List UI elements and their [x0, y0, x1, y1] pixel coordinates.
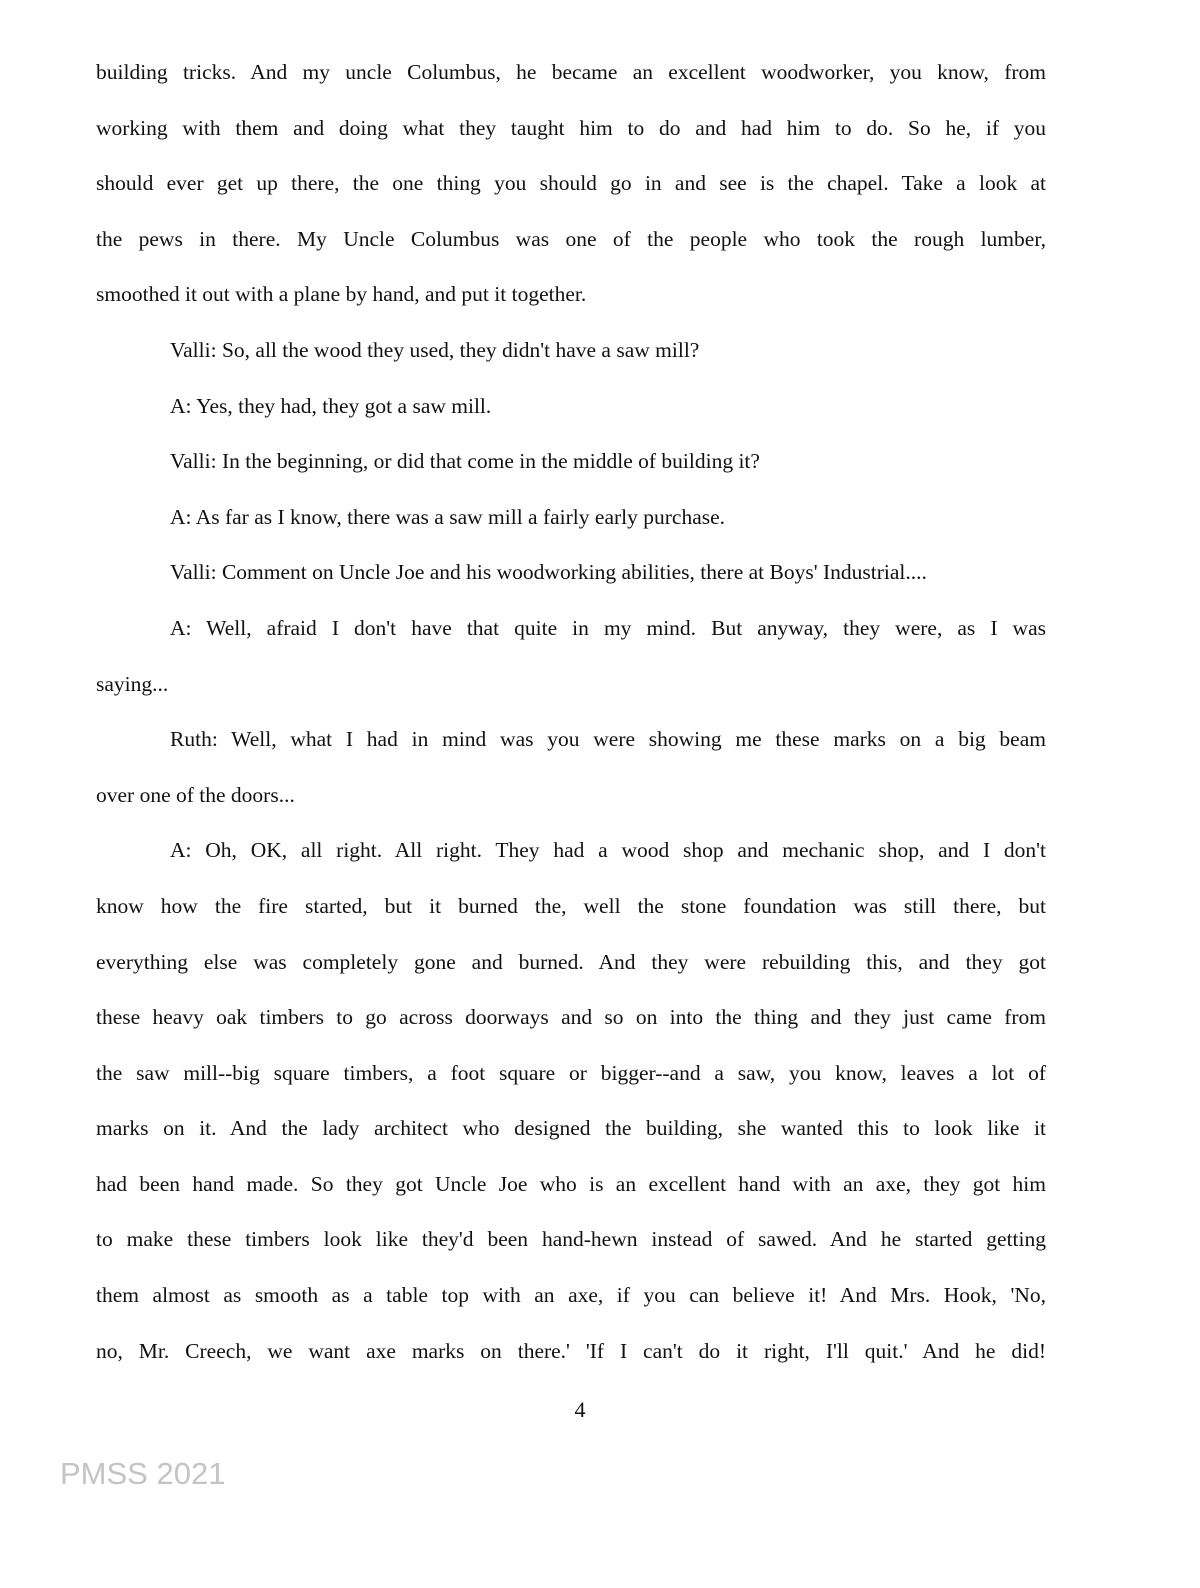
text-line: the saw mill--big square timbers, a foot square or bigger--and a saw, you know, leaves a lot of — [96, 1060, 1046, 1085]
text-line: Valli: So, all the wood they used, they didn't have a saw mill? — [170, 337, 700, 362]
text-line: no, Mr. Creech, we want axe marks on there.' 'If I can't do it right, I'll quit.' And he did! — [96, 1338, 1046, 1363]
text-line: A: Oh, OK, all right. All right. They had a wood shop and mechanic shop, and I don't — [170, 838, 1046, 863]
text-line: had been hand made. So they got Uncle Joe who is an excellent hand with an axe, they got him — [96, 1171, 1046, 1196]
text-line: to make these timbers look like they'd been hand-hewn instead of sawed. And he started getting — [96, 1227, 1046, 1252]
text-line: building tricks. And my uncle Columbus, he became an excellent woodworker, you know, from — [96, 60, 1046, 84]
text-line: marks on it. And the lady architect who designed the building, she wanted this to look like it — [96, 1116, 1046, 1141]
page-number: 4 — [574, 1397, 586, 1422]
text-line: smoothed it out with a plane by hand, and put it together. — [96, 282, 587, 307]
text-line: Valli: In the beginning, or did that come in the middle of building it? — [170, 449, 760, 474]
text-line: saying... — [96, 671, 169, 696]
text-line: everything else was completely gone and burned. And they were rebuilding this, and they got — [96, 949, 1046, 974]
text-line: know how the fire started, but it burned the, well the stone foundation was still there, but — [96, 893, 1046, 918]
text-line: A: Yes, they had, they got a saw mill. — [170, 393, 492, 418]
watermark: PMSS 2021 — [60, 1456, 226, 1491]
text-line: the pews in there. My Uncle Columbus was one of the people who took the rough lumber, — [96, 226, 1046, 251]
text-line: over one of the doors... — [96, 782, 295, 807]
transcript-body — [96, 56, 1046, 1390]
text-line: working with them and doing what they taught him to do and had him to do. So he, if you — [96, 115, 1046, 140]
text-line: A: Well, afraid I don't have that quite in my mind. But anyway, they were, as I was — [170, 615, 1046, 640]
text-line: should ever get up there, the one thing you should go in and see is the chapel. Take a look at — [96, 171, 1046, 196]
text-line: A: As far as I know, there was a saw mill a fairly early purchase. — [170, 504, 726, 529]
text-line: these heavy oak timbers to go across doorways and so on into the thing and they just came from — [96, 1005, 1046, 1030]
text-line: Valli: Comment on Uncle Joe and his woodworking abilities, there at Boys' Industrial.... — [170, 560, 927, 585]
text-line: them almost as smooth as a table top with an axe, if you can believe it! And Mrs. Hook, 'No, — [96, 1283, 1046, 1308]
text-line: Ruth: Well, what I had in mind was you were showing me these marks on a big beam — [170, 727, 1046, 752]
